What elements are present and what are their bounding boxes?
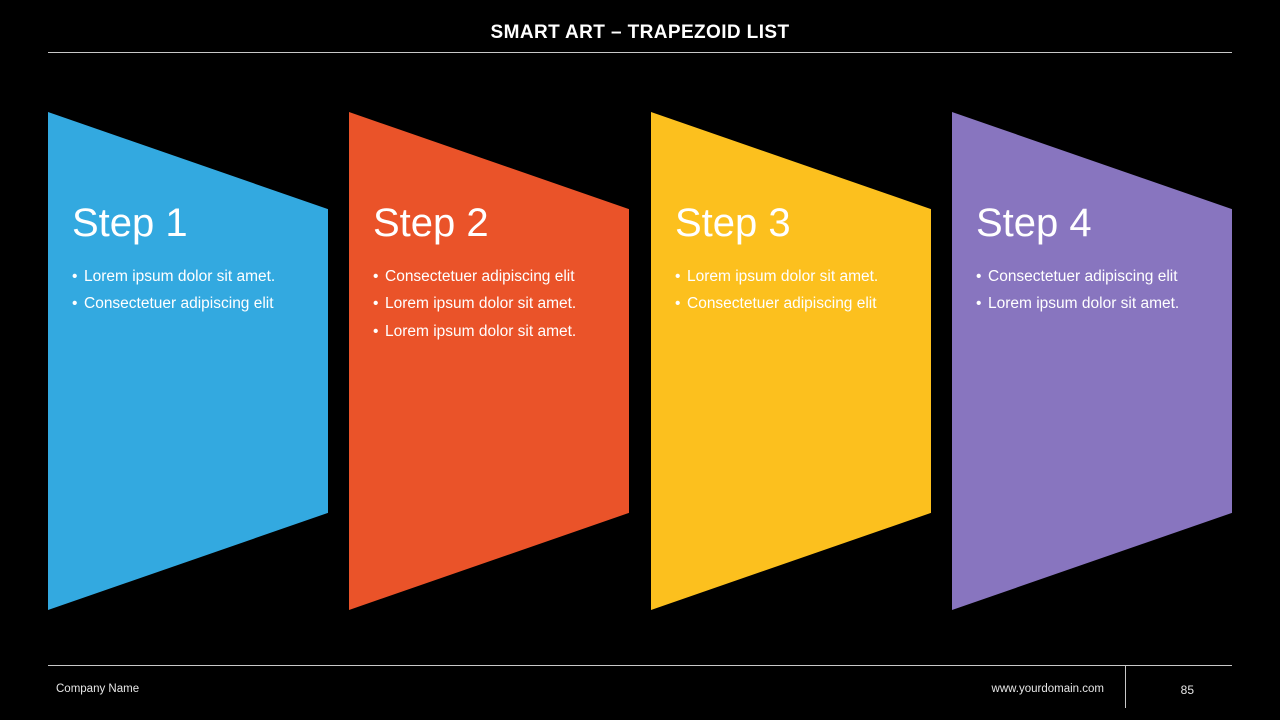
- list-item: • Consectetuer adipiscing elit: [675, 293, 913, 315]
- list-item: • Consectetuer adipiscing elit: [72, 293, 310, 315]
- trapezoid-shape: [952, 112, 1232, 610]
- step-heading: Step 2: [373, 201, 489, 245]
- step-bullet-list: [72, 266, 310, 316]
- list-item: • Lorem ipsum dolor sit amet.: [675, 266, 913, 288]
- trapezoid-step-2[interactable]: [349, 112, 629, 610]
- step-content: [373, 202, 611, 348]
- trapezoid-shape: [651, 112, 931, 610]
- step-content: [72, 202, 310, 321]
- step-bullet-list: [373, 266, 611, 343]
- list-item: • Lorem ipsum dolor sit amet.: [373, 293, 611, 315]
- trapezoid-list-diagram: [0, 112, 1280, 612]
- list-item: • Lorem ipsum dolor sit amet.: [72, 266, 310, 288]
- list-item: • Lorem ipsum dolor sit amet.: [373, 321, 611, 343]
- title-divider: [48, 52, 1232, 53]
- step-bullet-list: [976, 266, 1214, 316]
- slide-footer: [48, 678, 1232, 708]
- company-name: Company Name: [56, 683, 140, 695]
- step-heading: Step 1: [72, 201, 188, 245]
- trapezoid-shape: [48, 112, 328, 610]
- step-heading: Step 3: [675, 201, 791, 245]
- step-bullet-list: [675, 266, 913, 316]
- website-url: www.yourdomain.com: [991, 683, 1104, 695]
- list-item: • Lorem ipsum dolor sit amet.: [976, 293, 1214, 315]
- page-number: 85: [1180, 683, 1194, 697]
- trapezoid-shape: [349, 112, 629, 610]
- footer-divider: [48, 665, 1232, 666]
- step-content: [976, 202, 1214, 321]
- trapezoid-step-1[interactable]: [48, 112, 328, 610]
- list-item: • Consectetuer adipiscing elit: [976, 266, 1214, 288]
- trapezoid-step-3[interactable]: [651, 112, 931, 610]
- step-content: [675, 202, 913, 321]
- footer-vertical-divider: [1125, 666, 1126, 708]
- page-title: SMART ART – TRAPEZOID LIST: [490, 22, 790, 43]
- list-item: • Consectetuer adipiscing elit: [373, 266, 611, 288]
- trapezoid-step-4[interactable]: [952, 112, 1232, 610]
- step-heading: Step 4: [976, 201, 1092, 245]
